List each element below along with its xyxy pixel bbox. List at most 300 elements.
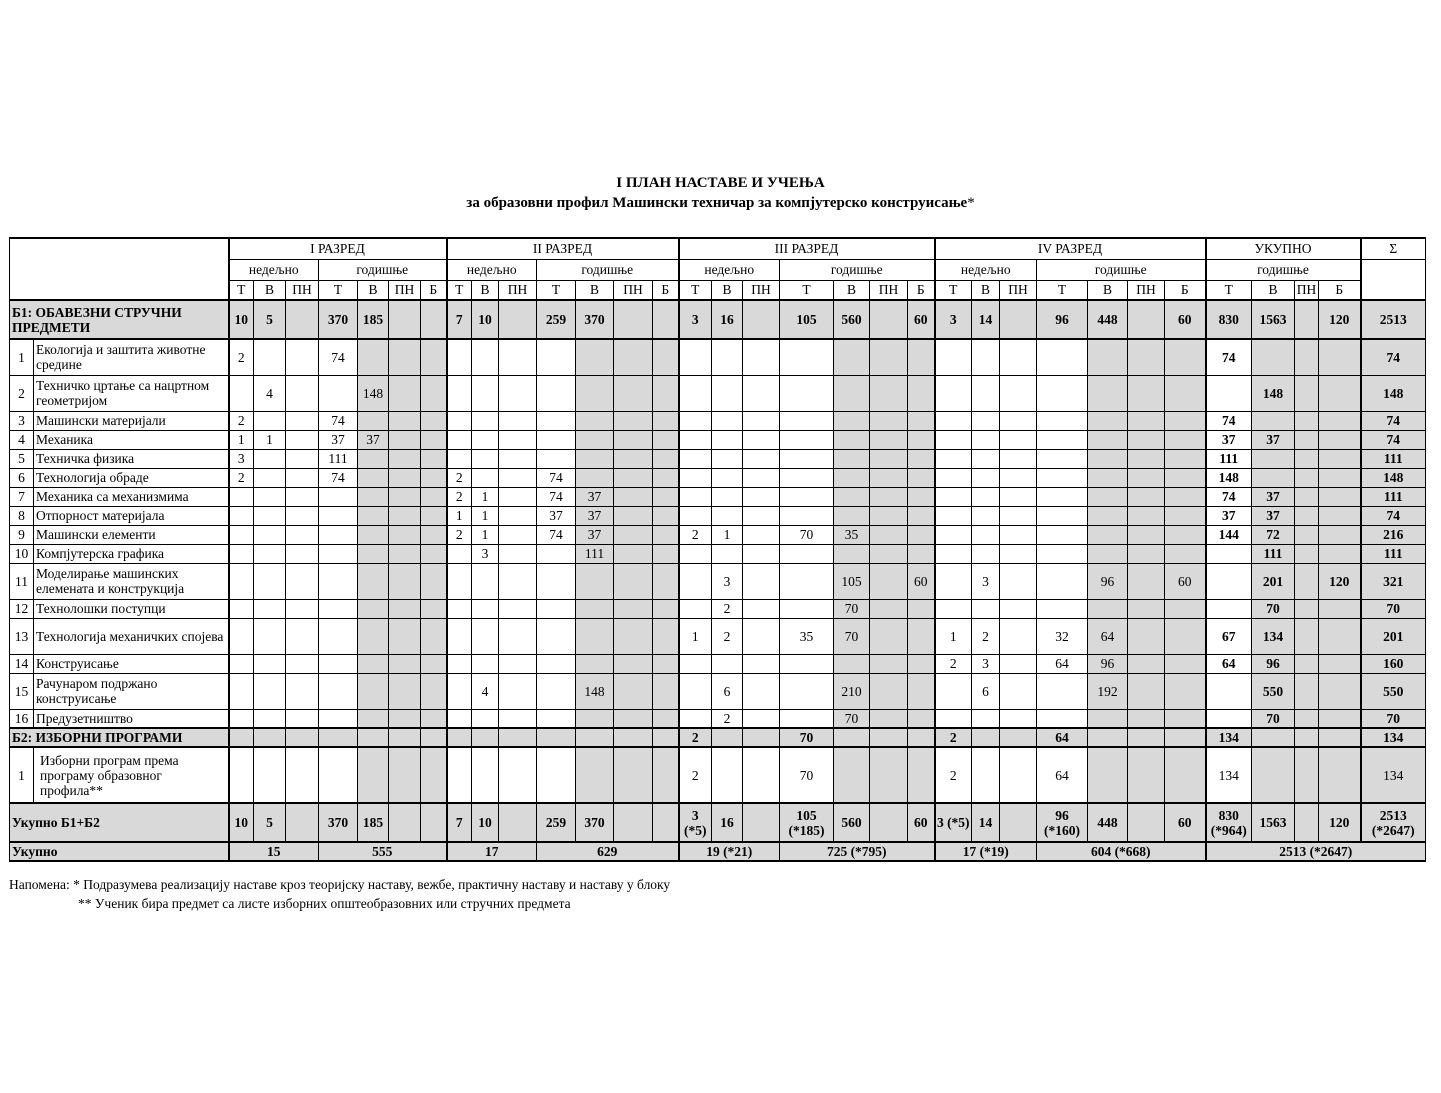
col-header-b: Б — [1319, 280, 1361, 300]
value-cell — [499, 525, 537, 544]
col-header-v: В — [358, 280, 389, 300]
value-cell — [447, 618, 472, 654]
value-cell: 2 — [712, 618, 743, 654]
value-cell: 2 — [229, 339, 254, 375]
value-cell — [780, 375, 834, 411]
value-cell — [1128, 339, 1165, 375]
value-cell — [1088, 375, 1128, 411]
table-row — [10, 563, 1426, 599]
value-cell — [614, 618, 653, 654]
value-cell — [653, 375, 679, 411]
value-cell — [286, 728, 319, 747]
value-cell: 74 — [537, 468, 576, 487]
value-cell: 148 — [576, 673, 614, 709]
value-cell — [908, 339, 935, 375]
col-header-b: Б — [1165, 280, 1206, 300]
value-cell: 5 — [254, 300, 286, 339]
value-cell: 70 — [780, 747, 834, 803]
value-cell — [908, 618, 935, 654]
value-cell — [499, 506, 537, 525]
value-cell — [908, 449, 935, 468]
value-cell: 448 — [1088, 803, 1128, 842]
value-cell — [712, 728, 743, 747]
value-cell: 6 — [712, 673, 743, 709]
table-row — [10, 411, 1426, 430]
value-cell — [870, 654, 908, 673]
value-cell — [653, 563, 679, 599]
value-cell — [1295, 487, 1319, 506]
value-cell — [679, 563, 712, 599]
value-cell — [653, 468, 679, 487]
value-cell — [286, 506, 319, 525]
value-cell — [499, 599, 537, 618]
table-row — [10, 468, 1426, 487]
value-cell — [1000, 468, 1037, 487]
value-cell — [537, 430, 576, 449]
value-cell: 60 — [908, 300, 935, 339]
col-header-b: Б — [421, 280, 447, 300]
value-cell — [1319, 375, 1361, 411]
value-cell — [421, 506, 447, 525]
value-cell: 370 — [576, 300, 614, 339]
value-cell — [935, 506, 972, 525]
value-cell — [319, 673, 358, 709]
value-cell — [1128, 411, 1165, 430]
value-cell — [1088, 599, 1128, 618]
value-cell — [1128, 544, 1165, 563]
value-cell — [1165, 430, 1206, 449]
col-header-t: Т — [319, 280, 358, 300]
value-cell: 4 — [254, 375, 286, 411]
value-cell — [576, 411, 614, 430]
value-cell — [908, 487, 935, 506]
value-cell — [1295, 525, 1319, 544]
value-cell — [780, 411, 834, 430]
col-header-pn: ПН — [743, 280, 780, 300]
value-cell — [614, 506, 653, 525]
value-cell — [972, 506, 1000, 525]
subject-name: Отпорност материјала — [34, 506, 229, 525]
value-cell — [447, 375, 472, 411]
value-cell — [1000, 430, 1037, 449]
value-cell — [743, 375, 780, 411]
value-cell — [870, 430, 908, 449]
value-cell — [1037, 430, 1088, 449]
value-cell — [254, 654, 286, 673]
value-cell: 4 — [472, 673, 499, 709]
col-header-v: В — [576, 280, 614, 300]
value-cell — [972, 449, 1000, 468]
value-cell — [472, 599, 499, 618]
value-cell — [1252, 411, 1295, 430]
value-cell — [1088, 709, 1128, 728]
value-cell — [421, 468, 447, 487]
value-cell — [472, 339, 499, 375]
row-number: 7 — [10, 487, 34, 506]
value-cell — [1128, 618, 1165, 654]
value-cell — [421, 487, 447, 506]
value-cell — [319, 375, 358, 411]
value-cell — [679, 506, 712, 525]
value-cell — [229, 506, 254, 525]
value-cell — [834, 449, 870, 468]
value-cell: 37 — [576, 525, 614, 544]
value-cell — [743, 468, 780, 487]
value-cell — [653, 747, 679, 803]
value-cell — [743, 449, 780, 468]
value-cell — [537, 709, 576, 728]
value-cell: 216 — [1361, 525, 1426, 544]
value-cell — [834, 339, 870, 375]
value-cell — [499, 803, 537, 842]
value-cell — [576, 709, 614, 728]
value-cell — [1252, 747, 1295, 803]
value-cell: 70 — [834, 709, 870, 728]
col-header-t: Т — [1037, 280, 1088, 300]
value-cell — [499, 544, 537, 563]
value-cell — [421, 803, 447, 842]
value-cell — [537, 673, 576, 709]
value-cell — [537, 563, 576, 599]
value-cell — [1295, 544, 1319, 563]
value-cell: 2 — [229, 468, 254, 487]
value-cell — [421, 300, 447, 339]
value-cell — [712, 506, 743, 525]
value-cell — [780, 487, 834, 506]
value-cell — [614, 709, 653, 728]
value-cell — [908, 544, 935, 563]
value-cell — [834, 654, 870, 673]
value-cell: 32 — [1037, 618, 1088, 654]
value-cell — [780, 544, 834, 563]
value-cell: 37 — [1252, 430, 1295, 449]
value-cell — [1088, 449, 1128, 468]
value-cell — [1000, 728, 1037, 747]
value-cell — [614, 747, 653, 803]
value-cell — [389, 803, 421, 842]
row-number: 13 — [10, 618, 34, 654]
value-cell — [653, 728, 679, 747]
value-cell — [743, 673, 780, 709]
page-subtitle — [0, 195, 1441, 212]
value-cell — [1037, 449, 1088, 468]
value-cell — [870, 449, 908, 468]
value-cell — [286, 468, 319, 487]
value-cell: 1 — [254, 430, 286, 449]
value-cell — [935, 487, 972, 506]
value-cell — [870, 339, 908, 375]
value-cell — [653, 487, 679, 506]
value-cell: 111 — [1361, 544, 1426, 563]
value-cell: 120 — [1319, 300, 1361, 339]
value-cell — [499, 563, 537, 599]
value-cell: 96 — [1088, 563, 1128, 599]
value-cell: 1 — [935, 618, 972, 654]
value-cell — [614, 487, 653, 506]
grade-1-header: I РАЗРЕД — [229, 238, 447, 259]
value-cell: 16 — [712, 803, 743, 842]
value-cell — [1000, 525, 1037, 544]
value-cell — [653, 654, 679, 673]
value-cell — [286, 654, 319, 673]
table-row — [10, 506, 1426, 525]
value-cell — [389, 430, 421, 449]
value-cell: 10 — [472, 803, 499, 842]
value-cell — [472, 654, 499, 673]
value-cell — [834, 747, 870, 803]
value-cell: 70 — [1252, 599, 1295, 618]
value-cell — [472, 411, 499, 430]
value-cell: 111 — [1252, 544, 1295, 563]
value-cell — [743, 300, 780, 339]
subject-name: Предузетништво — [34, 709, 229, 728]
value-cell — [1206, 375, 1252, 411]
value-cell: 70 — [1252, 709, 1295, 728]
value-cell — [389, 411, 421, 430]
value-cell — [908, 468, 935, 487]
value-cell — [447, 339, 472, 375]
value-cell — [286, 430, 319, 449]
table-row — [10, 525, 1426, 544]
value-cell — [653, 300, 679, 339]
value-cell — [1319, 618, 1361, 654]
value-cell — [908, 411, 935, 430]
value-cell — [1252, 728, 1295, 747]
value-cell — [743, 654, 780, 673]
value-cell — [254, 468, 286, 487]
value-cell — [935, 339, 972, 375]
value-cell — [1165, 618, 1206, 654]
value-cell: 1 — [472, 525, 499, 544]
value-cell — [679, 673, 712, 709]
table-row — [10, 375, 1426, 411]
value-cell — [908, 599, 935, 618]
value-cell — [1165, 599, 1206, 618]
col-header-pn: ПН — [870, 280, 908, 300]
value-cell — [358, 544, 389, 563]
value-cell — [499, 449, 537, 468]
value-cell: 2 — [447, 487, 472, 506]
value-cell — [1206, 544, 1252, 563]
value-cell — [319, 487, 358, 506]
annual-header: годишње — [319, 259, 447, 280]
col-header-pn: ПН — [499, 280, 537, 300]
value-cell — [421, 654, 447, 673]
value-cell — [1037, 525, 1088, 544]
table-row — [10, 673, 1426, 709]
subject-name: Изборни програм према програму образовног профила** — [34, 747, 229, 803]
value-cell: 3 — [935, 300, 972, 339]
value-cell — [1037, 487, 1088, 506]
value-cell — [834, 506, 870, 525]
value-cell: 60 — [1165, 300, 1206, 339]
value-cell — [319, 563, 358, 599]
value-cell: 134 — [1252, 618, 1295, 654]
value-cell: 1 — [472, 487, 499, 506]
value-cell: 64 — [1037, 747, 1088, 803]
value-cell — [1319, 599, 1361, 618]
value-cell — [743, 506, 780, 525]
grade-4-weekly-total: 17 (*19) — [935, 842, 1037, 861]
value-cell — [1037, 544, 1088, 563]
value-cell — [1088, 468, 1128, 487]
value-cell — [421, 375, 447, 411]
value-cell — [1165, 654, 1206, 673]
value-cell — [254, 618, 286, 654]
value-cell — [254, 747, 286, 803]
table-row — [10, 544, 1426, 563]
value-cell — [653, 618, 679, 654]
value-cell — [576, 468, 614, 487]
row-number: 6 — [10, 468, 34, 487]
value-cell: 74 — [319, 411, 358, 430]
value-cell — [712, 468, 743, 487]
value-cell — [1252, 468, 1295, 487]
value-cell: 148 — [358, 375, 389, 411]
value-cell — [499, 618, 537, 654]
value-cell — [537, 599, 576, 618]
col-header-pn: ПН — [286, 280, 319, 300]
value-cell — [935, 411, 972, 430]
value-cell — [472, 618, 499, 654]
value-cell — [743, 803, 780, 842]
value-cell — [653, 339, 679, 375]
value-cell — [1165, 375, 1206, 411]
overall-total: 2513 (*2647) — [1206, 842, 1426, 861]
value-cell: 37 — [1206, 506, 1252, 525]
value-cell — [614, 544, 653, 563]
value-cell — [1128, 468, 1165, 487]
value-cell: 7 — [447, 803, 472, 842]
value-cell — [1037, 411, 1088, 430]
col-header-v: В — [472, 280, 499, 300]
weekly-header: недељно — [679, 259, 780, 280]
annual-header: годишње — [537, 259, 679, 280]
value-cell — [472, 430, 499, 449]
value-cell: 370 — [576, 803, 614, 842]
value-cell: 148 — [1361, 375, 1426, 411]
value-cell — [1319, 339, 1361, 375]
value-cell — [254, 544, 286, 563]
value-cell — [679, 375, 712, 411]
value-cell: 37 — [319, 430, 358, 449]
value-cell — [1319, 411, 1361, 430]
subject-name: Технологија механичких спојева — [34, 618, 229, 654]
value-cell — [358, 468, 389, 487]
value-cell — [653, 803, 679, 842]
value-cell: 60 — [908, 803, 935, 842]
value-cell — [908, 525, 935, 544]
value-cell — [1319, 468, 1361, 487]
value-cell: 74 — [1361, 339, 1426, 375]
value-cell — [286, 300, 319, 339]
value-cell: 96 (*160) — [1037, 803, 1088, 842]
value-cell — [421, 618, 447, 654]
value-cell — [743, 339, 780, 375]
value-cell — [319, 747, 358, 803]
value-cell — [1165, 747, 1206, 803]
value-cell: 550 — [1252, 673, 1295, 709]
value-cell — [780, 449, 834, 468]
value-cell: 3 — [229, 449, 254, 468]
value-cell — [421, 563, 447, 599]
value-cell: 5 — [254, 803, 286, 842]
value-cell — [780, 506, 834, 525]
value-cell — [743, 430, 780, 449]
value-cell — [972, 468, 1000, 487]
value-cell: 3 — [972, 563, 1000, 599]
value-cell — [447, 544, 472, 563]
value-cell — [447, 673, 472, 709]
row-number: 8 — [10, 506, 34, 525]
value-cell: 74 — [537, 525, 576, 544]
value-cell — [712, 339, 743, 375]
value-cell — [447, 599, 472, 618]
value-cell — [447, 747, 472, 803]
value-cell — [1295, 673, 1319, 709]
value-cell — [972, 747, 1000, 803]
value-cell: 160 — [1361, 654, 1426, 673]
value-cell — [389, 506, 421, 525]
value-cell — [1037, 709, 1088, 728]
table-row — [10, 709, 1426, 728]
value-cell — [421, 339, 447, 375]
value-cell — [319, 544, 358, 563]
value-cell: 37 — [1252, 506, 1295, 525]
value-cell — [286, 487, 319, 506]
value-cell: 37 — [1206, 430, 1252, 449]
value-cell — [1000, 618, 1037, 654]
value-cell — [472, 375, 499, 411]
value-cell: 144 — [1206, 525, 1252, 544]
value-cell — [576, 563, 614, 599]
value-cell — [870, 411, 908, 430]
value-cell — [358, 673, 389, 709]
value-cell — [499, 728, 537, 747]
col-header-t: Т — [679, 280, 712, 300]
value-cell: 70 — [780, 728, 834, 747]
value-cell — [499, 339, 537, 375]
value-cell — [614, 300, 653, 339]
col-header-t: Т — [537, 280, 576, 300]
grade-4-header: IV РАЗРЕД — [935, 238, 1206, 259]
value-cell: 10 — [229, 803, 254, 842]
value-cell — [972, 430, 1000, 449]
value-cell — [653, 709, 679, 728]
value-cell — [1165, 468, 1206, 487]
value-cell — [499, 300, 537, 339]
value-cell — [1319, 430, 1361, 449]
value-cell — [537, 747, 576, 803]
value-cell — [447, 654, 472, 673]
value-cell — [254, 339, 286, 375]
value-cell — [679, 487, 712, 506]
row-number: 4 — [10, 430, 34, 449]
value-cell — [254, 673, 286, 709]
value-cell — [1252, 339, 1295, 375]
value-cell — [780, 709, 834, 728]
value-cell — [653, 449, 679, 468]
value-cell — [1165, 525, 1206, 544]
value-cell — [576, 654, 614, 673]
value-cell: 2 — [972, 618, 1000, 654]
weekly-header: недељно — [229, 259, 319, 280]
value-cell — [679, 468, 712, 487]
value-cell — [679, 654, 712, 673]
value-cell — [935, 673, 972, 709]
value-cell: 60 — [1165, 803, 1206, 842]
value-cell — [1000, 673, 1037, 709]
